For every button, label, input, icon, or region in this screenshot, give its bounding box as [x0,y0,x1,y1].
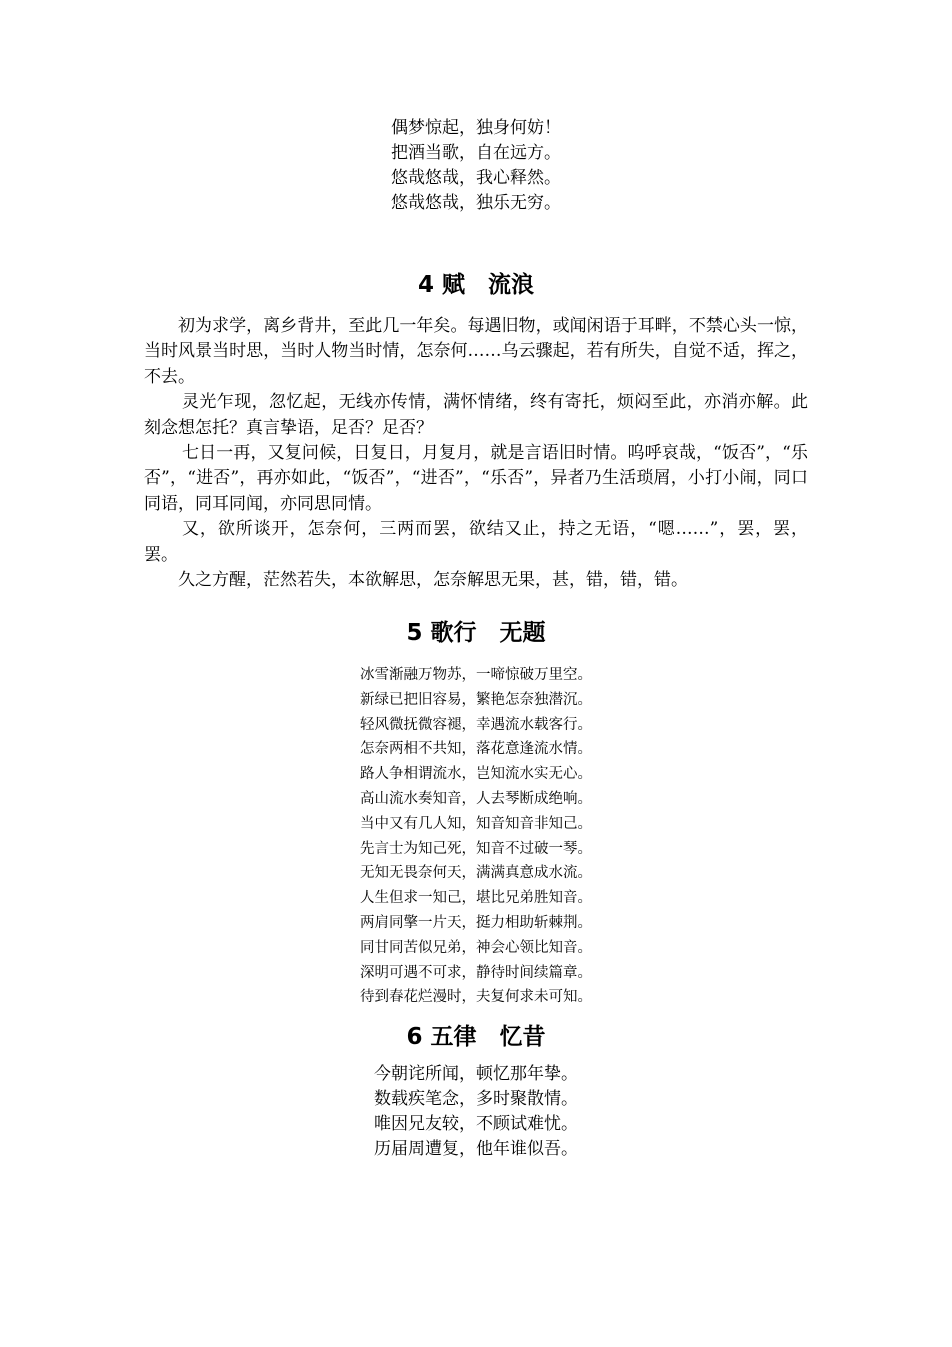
top-poem [0,116,952,216]
poem-line: 悠哉悠哉，独乐无穷。 [391,193,561,213]
poem-line: 两肩同擎一片天，挺力相助斩棘荆。 [360,914,592,931]
paragraph: 七日一再，又复问候，日复日，月复月，就是言语旧时情。呜呼哀哉，“饭否”，“乐否”，“进否”，再亦如此，“饭否”，“进否”，“乐否”，异者乃生活琐屑，小打小闹，同口同语，同耳同闻，亦同思同情。 [144,443,808,514]
poem-line: 悠哉悠哉，我心释然。 [391,168,561,188]
poem-line: 新绿已把旧容易，繁艳怎奈独潜沉。 [360,691,592,708]
poem-line: 偶梦惊起，独身何妨！ [391,118,561,138]
poem-line: 无知无畏奈何天，满满真意成水流。 [360,865,592,882]
section-6-poem [0,1062,952,1162]
section-5-title: 5 歌行 无题 [406,620,546,646]
paragraph: 灵光乍现，忽忆起，无线亦传情，满怀情绪，终有寄托，烦闷至此，亦消亦解。此刻念想怎托？真言挚语，足否？足否？ [144,392,808,438]
poem-line: 同甘同苦似兄弟，神会心领比知音。 [360,939,592,956]
poem-line: 待到春花烂漫时，夫复何求未可知。 [360,989,592,1006]
poem-line: 唯因兄友较，不顾试难忧。 [374,1114,578,1134]
section-4-prose [144,314,808,593]
poem-line: 冰雪渐融万物苏，一啼惊破万里空。 [360,667,592,683]
poem-line: 人生但求一知己，堪比兄弟胜知音。 [360,890,592,907]
poem-line: 怎奈两相不共知，落花意逢流水情。 [360,741,592,758]
poem-line: 当中又有几人知，知音知音非知己。 [360,815,592,832]
section-6-title: 6 五律 忆昔 [406,1024,546,1050]
paragraph: 又，欲所谈开，怎奈何，三两而罢，欲结又止，持之无语，“嗯……”，罢，罢，罢。 [144,519,808,565]
paragraph: 初为求学，离乡背井，至此几一年矣。每遇旧物，或闻闲语于耳畔，不禁心头一惊，当时风景当时思，当时人物当时情，怎奈何……乌云骤起，若有所失，自觉不适，挥之，不去。 [144,316,808,387]
poem-line: 把酒当歌，自在远方。 [391,143,561,163]
poem-line: 先言士为知己死，知音不过破一琴。 [360,840,592,857]
section-4-title: 4 赋 流浪 [417,272,534,298]
poem-line: 高山流水奏知音，人去琴断成绝响。 [360,790,592,807]
poem-line: 轻风微抚微容褪，幸遇流水载客行。 [360,716,592,733]
poem-line: 历届周遭复，他年谁似吾。 [374,1139,578,1159]
poem-line: 路人争相谓流水，岂知流水实无心。 [360,766,592,783]
poem-line: 深明可遇不可求，静待时间续篇章。 [360,964,592,981]
poem-line: 数载疾笔念，多时聚散情。 [374,1089,578,1109]
poem-line: 今朝诧所闻，顿忆那年挚。 [374,1064,578,1084]
paragraph: 久之方醒，茫然若失，本欲解思，怎奈解思无果，甚，错，错，错。 [178,570,688,591]
section-5-poem [0,663,952,1010]
